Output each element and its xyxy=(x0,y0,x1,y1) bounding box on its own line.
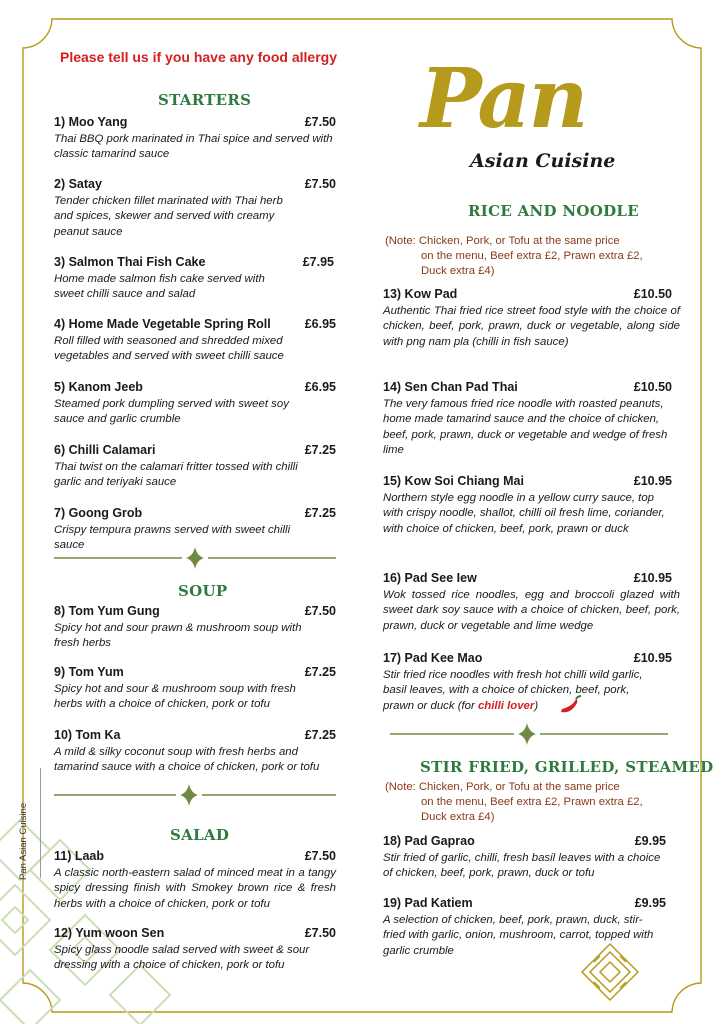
menu-item xyxy=(54,115,336,163)
brand-logo: Pan xyxy=(420,51,587,147)
item-description: Northern style egg noodle in a yellow curry sauce, top with crispy noodle, shallot, chilli oil fresh lime, coriander, with choice of chicken, beef, pork, prawn or duck xyxy=(383,492,665,535)
section-divider xyxy=(54,784,336,806)
item-description: Spicy glass noodle salad served with sweet & sour dressing with a choice of chicken, pork or tofu xyxy=(54,944,310,972)
item-price: £9.95 xyxy=(634,896,666,910)
salad-heading: SALAD xyxy=(170,826,230,844)
item-price: £7.50 xyxy=(304,604,336,618)
item-description: Spicy hot and sour & mushroom soup with fresh herbs with a choice of chicken, pork or tofu xyxy=(54,683,296,711)
menu-item xyxy=(383,651,683,714)
menu-item xyxy=(54,443,336,491)
menu-item xyxy=(54,177,336,240)
menu-item xyxy=(54,926,336,974)
menu-item xyxy=(54,728,336,776)
item-price: £7.50 xyxy=(304,849,336,863)
item-description: Tender chicken fillet marinated with Thai herb and spices, skewer and served with creamy peanut sauce xyxy=(54,195,283,238)
menu-item xyxy=(54,604,336,652)
item-name: 14) Sen Chan Pad Thai xyxy=(383,380,518,394)
item-name: 16) Pad See Iew xyxy=(383,571,477,585)
item-name: 4) Home Made Vegetable Spring Roll xyxy=(54,317,271,331)
rice-noodle-price-note xyxy=(385,234,685,279)
item-description xyxy=(383,668,645,714)
item-description: Thai BBQ pork marinated in Thai spice and served with classic tamarind sauce xyxy=(54,133,333,161)
menu-item xyxy=(54,849,336,912)
item-price: £10.95 xyxy=(633,571,672,585)
section-divider xyxy=(390,723,668,745)
stir-fried-heading: STIR FRIED, GRILLED, STEAMED xyxy=(420,758,714,776)
item-name: 13) Kow Pad xyxy=(383,287,458,301)
item-name: 7) Goong Grob xyxy=(54,506,143,520)
item-description: A selection of chicken, beef, pork, prawn, duck, stir-fried with garlic, onion, mushroom, carrot, topped with garlic crumble xyxy=(383,914,654,957)
note-line: Duck extra £4) xyxy=(421,265,495,277)
note-line: on the menu, Beef extra £2, Prawn extra £2, xyxy=(421,796,643,808)
item-price: £7.95 xyxy=(302,255,334,269)
item-name: 8) Tom Yum Gung xyxy=(54,604,160,618)
item-name: 18) Pad Gaprao xyxy=(383,834,475,848)
item-name: 9) Tom Yum xyxy=(54,665,124,679)
item-name: 6) Chilli Calamari xyxy=(54,443,156,457)
desc-end: ) xyxy=(534,699,539,712)
menu-item xyxy=(383,896,666,959)
item-description: Wok tossed rice noodles, egg and broccoli glazed with sweet dark soy sauce with a choice of chicken, beef, pork, prawn, duck or vegetable and lime wedge xyxy=(383,589,680,632)
side-divider-line xyxy=(40,768,41,878)
item-price: £10.50 xyxy=(633,287,672,301)
item-name: 12) Yum woon Sen xyxy=(54,926,165,940)
item-description: Steamed pork dumpling served with sweet soy sauce and garlic crumble xyxy=(54,398,289,426)
item-name: 19) Pad Katiem xyxy=(383,896,473,910)
soup-heading: SOUP xyxy=(178,582,228,600)
item-description: Thai twist on the calamari fritter tossed with chilli garlic and teriyaki sauce xyxy=(54,461,298,489)
item-price: £10.50 xyxy=(633,380,672,394)
item-description: Spicy hot and sour prawn & mushroom soup with fresh herbs xyxy=(54,622,302,650)
note-line: (Note: Chicken, Pork, or Tofu at the same price xyxy=(385,781,620,793)
menu-item xyxy=(54,255,334,303)
item-name: 11) Laab xyxy=(54,849,105,863)
item-price: £9.95 xyxy=(634,834,666,848)
item-price: £10.95 xyxy=(633,474,672,488)
menu-item xyxy=(383,287,680,350)
item-description: Authentic Thai fried rice street food style with the choice of chicken, beef, pork, prawn, duck or vegetable, along side with png nam pla (chilli in fish sauce) xyxy=(383,305,680,348)
menu-item xyxy=(383,474,683,537)
item-price: £7.50 xyxy=(304,177,336,191)
item-name: 15) Kow Soi Chiang Mai xyxy=(383,474,524,488)
desc-text: Stir fried rice noodles with fresh hot chilli wild garlic, basil leaves, with a choice of chicken, beef, pork, prawn or duck (for xyxy=(383,669,643,712)
note-line: (Note: Chicken, Pork, or Tofu at the same price xyxy=(385,235,620,247)
item-price: £7.25 xyxy=(304,443,336,457)
item-price: £7.25 xyxy=(304,665,336,679)
brand-subtitle: Asian Cuisine xyxy=(470,150,616,172)
menu-item xyxy=(383,380,683,458)
item-description: A classic north-eastern salad of minced meat in a tangy spicy dressing finish with Smokey brown rice & fresh herbs with a choice of chicken, pork or tofu xyxy=(54,867,336,910)
item-price: £6.95 xyxy=(304,317,336,331)
item-name: 2) Satay xyxy=(54,177,102,191)
menu-item xyxy=(54,317,336,365)
item-description: Roll filled with seasoned and shredded mixed vegetables and served with sweet chilli sauce xyxy=(54,335,284,363)
item-price: £7.25 xyxy=(304,506,336,520)
item-description: Home made salmon fish cake served with sweet chilli sauce and salad xyxy=(54,273,265,301)
item-price: £7.50 xyxy=(304,926,336,940)
side-brand-text: Pan Asian Cuisine xyxy=(18,802,29,880)
item-name: 3) Salmon Thai Fish Cake xyxy=(54,255,206,269)
item-description: A mild & silky coconut soup with fresh herbs and tamarind sauce with a choice of chicken, pork or tofu xyxy=(54,746,320,774)
item-description: Stir fried of garlic, chilli, fresh basil leaves with a choice of chicken, beef, pork, prawn, duck or tofu xyxy=(383,852,661,880)
item-name: 17) Pad Kee Mao xyxy=(383,651,483,665)
item-price: £7.25 xyxy=(304,728,336,742)
menu-item xyxy=(54,665,336,713)
item-name: 10) Tom Ka xyxy=(54,728,121,742)
item-name: 5) Kanom Jeeb xyxy=(54,380,143,394)
stir-fried-price-note xyxy=(385,780,685,825)
menu-item xyxy=(383,834,666,882)
item-description: The very famous fried rice noodle with roasted peanuts, home made tamarind sauce and the choice of chicken, beef, pork, prawn, duck or vegetable and wedge of fresh lime xyxy=(383,398,668,456)
item-price: £6.95 xyxy=(304,380,336,394)
chilli-icon xyxy=(557,694,583,716)
note-line: on the menu, Beef extra £2, Prawn extra £2, xyxy=(421,250,643,262)
menu-item xyxy=(383,571,680,634)
item-description: Crispy tempura prawns served with sweet chilli sauce xyxy=(54,524,291,552)
note-line: Duck extra £4) xyxy=(421,811,495,823)
section-divider xyxy=(54,547,336,569)
allergy-notice: Please tell us if you have any food allergy xyxy=(60,49,337,65)
menu-item xyxy=(54,380,336,428)
chilli-lover-text: chilli lover xyxy=(477,699,535,712)
item-name: 1) Moo Yang xyxy=(54,115,128,129)
item-price: £7.50 xyxy=(304,115,336,129)
item-price: £10.95 xyxy=(633,651,672,665)
rice-noodle-heading: RICE AND NOODLE xyxy=(468,202,639,220)
starters-heading: STARTERS xyxy=(158,91,252,109)
